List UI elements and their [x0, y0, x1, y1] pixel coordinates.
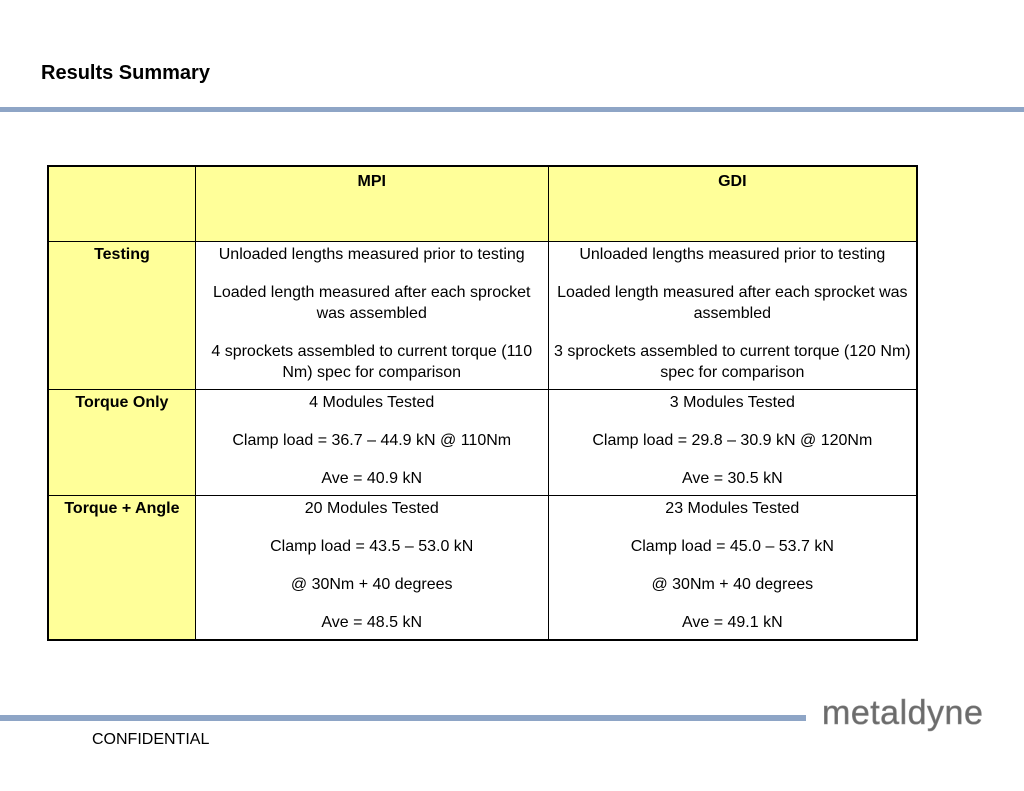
header-cell-gdi: GDI — [548, 166, 917, 242]
cell-torque-angle-gdi — [548, 496, 917, 641]
row-label-testing: Testing — [48, 242, 195, 390]
cell-line: Clamp load = 43.5 – 53.0 kN — [270, 538, 474, 555]
cell-line: Ave = 40.9 kN — [321, 470, 423, 487]
table-row-testing — [48, 242, 917, 390]
header-cell-empty — [48, 166, 195, 242]
cell-line: Clamp load = 45.0 – 53.7 kN — [630, 538, 834, 555]
cell-torque-only-mpi — [195, 390, 548, 496]
cell-line: 4 Modules Tested — [309, 394, 435, 411]
cell-line: Clamp load = 36.7 – 44.9 kN @ 110Nm — [232, 432, 512, 449]
cell-line: 3 Modules Tested — [669, 394, 795, 411]
row-label-torque-angle: Torque + Angle — [48, 496, 195, 641]
cell-line: Ave = 30.5 kN — [681, 470, 783, 487]
results-table — [47, 165, 918, 641]
cell-line: 4 sprockets assembled to current torque (110 Nm) spec for comparison — [211, 343, 533, 381]
metaldyne-logo — [820, 694, 1010, 738]
header-divider — [0, 107, 1024, 112]
confidential-label: CONFIDENTIAL — [92, 731, 210, 748]
table-row-torque-angle — [48, 496, 917, 641]
row-label-torque-only: Torque Only — [48, 390, 195, 496]
cell-torque-angle-mpi — [195, 496, 548, 641]
cell-line: Unloaded lengths measured prior to testing — [579, 246, 886, 263]
cell-line: 3 sprockets assembled to current torque (120 Nm) spec for comparison — [554, 343, 911, 381]
cell-torque-only-gdi — [548, 390, 917, 496]
cell-line: Ave = 49.1 kN — [681, 614, 783, 631]
cell-line: @ 30Nm + 40 degrees — [651, 576, 814, 593]
cell-line: Loaded length measured after each sprocket was assembled — [212, 284, 531, 322]
page-title: Results Summary — [41, 62, 210, 84]
cell-line: 20 Modules Tested — [304, 500, 439, 517]
cell-testing-gdi — [548, 242, 917, 390]
header-cell-mpi: MPI — [195, 166, 548, 242]
cell-line: Ave = 48.5 kN — [321, 614, 423, 631]
table-row-torque-only — [48, 390, 917, 496]
cell-line: 23 Modules Tested — [665, 500, 800, 517]
cell-line: Clamp load = 29.8 – 30.9 kN @ 120Nm — [592, 432, 873, 449]
cell-line: @ 30Nm + 40 degrees — [290, 576, 453, 593]
logo-wordmark: metaldyne — [822, 694, 984, 732]
cell-line: Loaded length measured after each sprocket was assembled — [557, 284, 908, 322]
cell-testing-mpi — [195, 242, 548, 390]
cell-line: Unloaded lengths measured prior to testing — [218, 246, 525, 263]
table-header-row — [48, 166, 917, 242]
footer-divider — [0, 715, 806, 721]
